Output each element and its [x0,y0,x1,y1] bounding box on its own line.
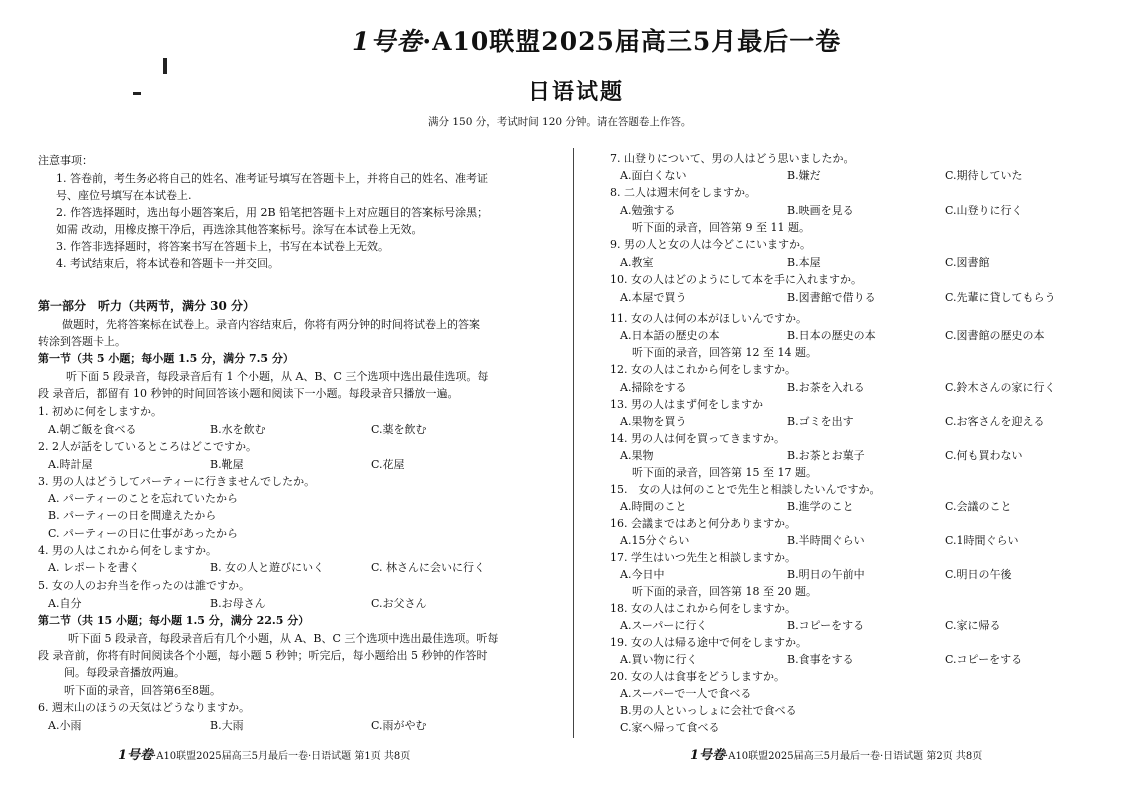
exam-info: 满分 150 分，考试时间 120 分钟。请在答题卷上作答。 [428,116,692,128]
note-item: 如需 改动，用橡皮擦干净后，再选涂其他答案标号。涂写在本试卷上无效。 [56,223,423,236]
option-c[interactable]: C. パーティーの日に仕事があったから [48,527,239,540]
question-16: 16. 会議まではあと何分ありますか。 [610,517,796,530]
option-a[interactable]: A.買い物に行く [620,653,698,666]
option-c[interactable]: C.図書館 [945,256,990,269]
listen-instruction: 听下面的录音，回答第 15 至 17 题。 [632,466,817,479]
option-c[interactable]: C.家に帰る [945,619,1001,632]
option-c[interactable]: C.先輩に貸してもらう [945,291,1056,304]
option-b[interactable]: B.半時間ぐらい [787,534,865,547]
option-a[interactable]: A.自分 [48,597,82,610]
option-c[interactable]: C.鈴木さんの家に行く [945,381,1056,394]
option-c[interactable]: C.花屋 [371,458,405,471]
question-18: 18. 女の人はこれから何をしますか。 [610,602,796,615]
option-b[interactable]: B. 女の人と遊びにいく [210,561,325,574]
listen-instruction: 听下面的录音，回答第 18 至 20 题。 [632,585,817,598]
option-b[interactable]: B.日本の歴史の本 [787,329,876,342]
question-12: 12. 女の人はこれから何をしますか。 [610,363,796,376]
option-b[interactable]: B.靴屋 [210,458,244,471]
option-b[interactable]: B.コピーをする [787,619,865,632]
option-c[interactable]: C.お父さん [371,597,427,610]
option-a[interactable]: A.15分ぐらい [620,534,690,547]
question-10: 10. 女の人はどのようにして本を手に入れますか。 [610,273,862,286]
option-a[interactable]: A.掃除をする [620,381,687,394]
section2-title: 第二节（共 15 小题；每小题 1.5 分，满分 22.5 分） [38,614,310,627]
question-7: 7. 山登りについて、男の人はどう思いましたか。 [610,152,855,165]
question-9: 9. 男の人と女の人は今どこにいますか。 [610,238,811,251]
brand-logo: 1号卷 [352,27,423,56]
option-c[interactable]: C.家へ帰って食べる [620,721,720,734]
option-c[interactable]: C.会議のこと [945,500,1012,513]
option-a[interactable]: A.果物 [620,449,654,462]
option-a[interactable]: A.スーパーで一人で食べる [620,687,752,700]
exam-title: 1号卷·A10联盟2025届高三5月最后一卷 [352,27,842,56]
option-a[interactable]: A.果物を買う [620,415,687,428]
option-c[interactable]: C.薬を飲む [371,423,427,436]
brand-logo: 1号卷 [118,748,154,763]
option-a[interactable]: A.小雨 [48,719,82,732]
option-c[interactable]: C.図書館の歴史の本 [945,329,1045,342]
option-b[interactable]: B.明日の午前中 [787,568,865,581]
option-b[interactable]: B.食事をする [787,653,854,666]
option-c[interactable]: C.明日の午後 [945,568,1012,581]
option-b[interactable]: B. パーティーの日を間違えたから [48,509,217,522]
question-2: 2. 2人が話をしているところはどこですか。 [38,440,257,453]
part1-desc: 转涂到答题卡上。 [38,335,126,348]
scan-mark [163,58,167,74]
question-5: 5. 女の人のお弁当を作ったのは誰ですか。 [38,579,250,592]
option-a[interactable]: A.本屋で買う [620,291,687,304]
section1-desc: 听下面 5 段录音，每段录音后有 1 个小题，从 A、B、C 三个选项中选出最佳选项。每 [66,370,489,383]
note-item: 1. 答卷前，考生务必将自己的姓名、准考证号填写在答题卡上，并将自己的姓名、准考证 [56,172,488,185]
option-b[interactable]: B.本屋 [787,256,821,269]
option-b[interactable]: B.男の人といっしょに会社で食べる [620,704,797,717]
part1-desc: 做题时，先将答案标在试卷上。录音内容结束后，你将有两分钟的时间将试卷上的答案 [62,318,480,331]
option-a[interactable]: A.スーパーに行く [620,619,708,632]
option-a[interactable]: A. パーティーのことを忘れていたから [48,492,239,505]
option-b[interactable]: B.ゴミを出す [787,415,854,428]
option-b[interactable]: B.お茶を入れる [787,381,865,394]
option-c[interactable]: C.何も買わない [945,449,1023,462]
note-item: 2. 作答选择题时，选出每小题答案后，用 2B 铅笔把答题卡上对应题目的答案标号涂黑； [56,206,489,219]
option-c[interactable]: C.山登りに行く [945,204,1023,217]
question-19: 19. 女の人は帰る途中で何をしますか。 [610,636,807,649]
section2-desc: 段 录音前，你将有时间阅读各个小题，每小题 5 秒钟；听完后，每小题给出 5 秒钟的作答时 [38,649,488,662]
option-b[interactable]: B.図書館で借りる [787,291,876,304]
option-a[interactable]: A. レポートを書く [48,561,140,574]
question-20: 20. 女の人は食事をどうしますか。 [610,670,785,683]
note-item: 3. 作答非选择题时，将答案书写在答题卡上，书写在本试卷上无效。 [56,240,389,253]
section2-desc: 听下面 5 段录音，每段录音后有几个小题，从 A、B、C 三个选项中选出最佳选项。听每 [68,632,499,645]
listen-instruction: 听下面的录音，回答第 12 至 14 题。 [632,346,817,359]
option-a[interactable]: A.教室 [620,256,654,269]
option-b[interactable]: B.お母さん [210,597,266,610]
section1-title: 第一节（共 5 小题；每小题 1.5 分，满分 7.5 分） [38,352,294,365]
option-a[interactable]: A.面白くない [620,169,687,182]
option-a[interactable]: A.時間のこと [620,500,687,513]
question-1: 1. 初めに何をしますか。 [38,405,162,418]
question-11: 11. 女の人は何の本がほしいんですか。 [610,312,807,325]
question-8: 8. 二人は週末何をしますか。 [610,186,756,199]
section1-desc: 段 录音后，都留有 10 秒钟的时间回答该小题和阅读下一小题。每段录音只播放一遍。 [38,387,459,400]
question-6: 6. 週末山のほうの天気はどうなりますか。 [38,701,250,714]
option-c[interactable]: C.期待していた [945,169,1023,182]
option-b[interactable]: B.嫌だ [787,169,821,182]
brand-logo: 1号卷 [690,748,726,763]
note-item: 号、座位号填写在本试卷上. [56,189,192,202]
scan-mark [133,92,141,95]
listen-instruction: 听下面的录音，回答第6至8题。 [64,684,221,697]
option-b[interactable]: B.水を飲む [210,423,266,436]
question-3: 3. 男の人はどうしてパーティーに行きませんでしたか。 [38,475,316,488]
option-b[interactable]: B.大雨 [210,719,244,732]
option-b[interactable]: B.進学のこと [787,500,854,513]
option-a[interactable]: A.勉強する [620,204,676,217]
question-17: 17. 学生はいつ先生と相談しますか。 [610,551,796,564]
listen-instruction: 听下面的录音，回答第 9 至 11 题。 [632,221,810,234]
option-a[interactable]: A.朝ご飯を食べる [48,423,137,436]
option-c[interactable]: C.1時間ぐらい [945,534,1019,547]
note-item: 4. 考试结束后，将本试卷和答题卡一并交回。 [56,257,279,270]
option-a[interactable]: A.日本語の歴史の本 [620,329,720,342]
notes-title: 注意事项： [38,154,93,167]
option-a[interactable]: A.時計屋 [48,458,93,471]
part1-title: 第一部分 听力（共两节，满分 30 分） [38,299,256,313]
option-c[interactable]: C.雨がやむ [371,719,427,732]
question-4: 4. 男の人はこれから何をしますか。 [38,544,217,557]
question-13: 13. 男の人はまず何をしますか [610,398,763,411]
subject-title: 日语试题 [528,79,625,105]
column-divider [573,148,574,738]
option-a[interactable]: A.今日中 [620,568,665,581]
question-14: 14. 男の人は何を買ってきますか。 [610,432,785,445]
option-b[interactable]: B.映画を見る [787,204,854,217]
option-c[interactable]: C.お客さんを迎える [945,415,1045,428]
option-c[interactable]: C.コピーをする [945,653,1023,666]
option-c[interactable]: C. 林さんに会いに行く [371,561,486,574]
footer-right: 1号卷·A10联盟2025届高三5月最后一卷·日语试题 第2页 共8页 [690,748,983,763]
section2-desc: 间。每段录音播放两遍。 [64,666,185,679]
footer-left: 1号卷·A10联盟2025届高三5月最后一卷·日语试题 第1页 共8页 [118,748,411,763]
question-15: 15. 女の人は何のことで先生と相談したいんですか。 [610,483,881,496]
option-b[interactable]: B.お茶とお菓子 [787,449,865,462]
